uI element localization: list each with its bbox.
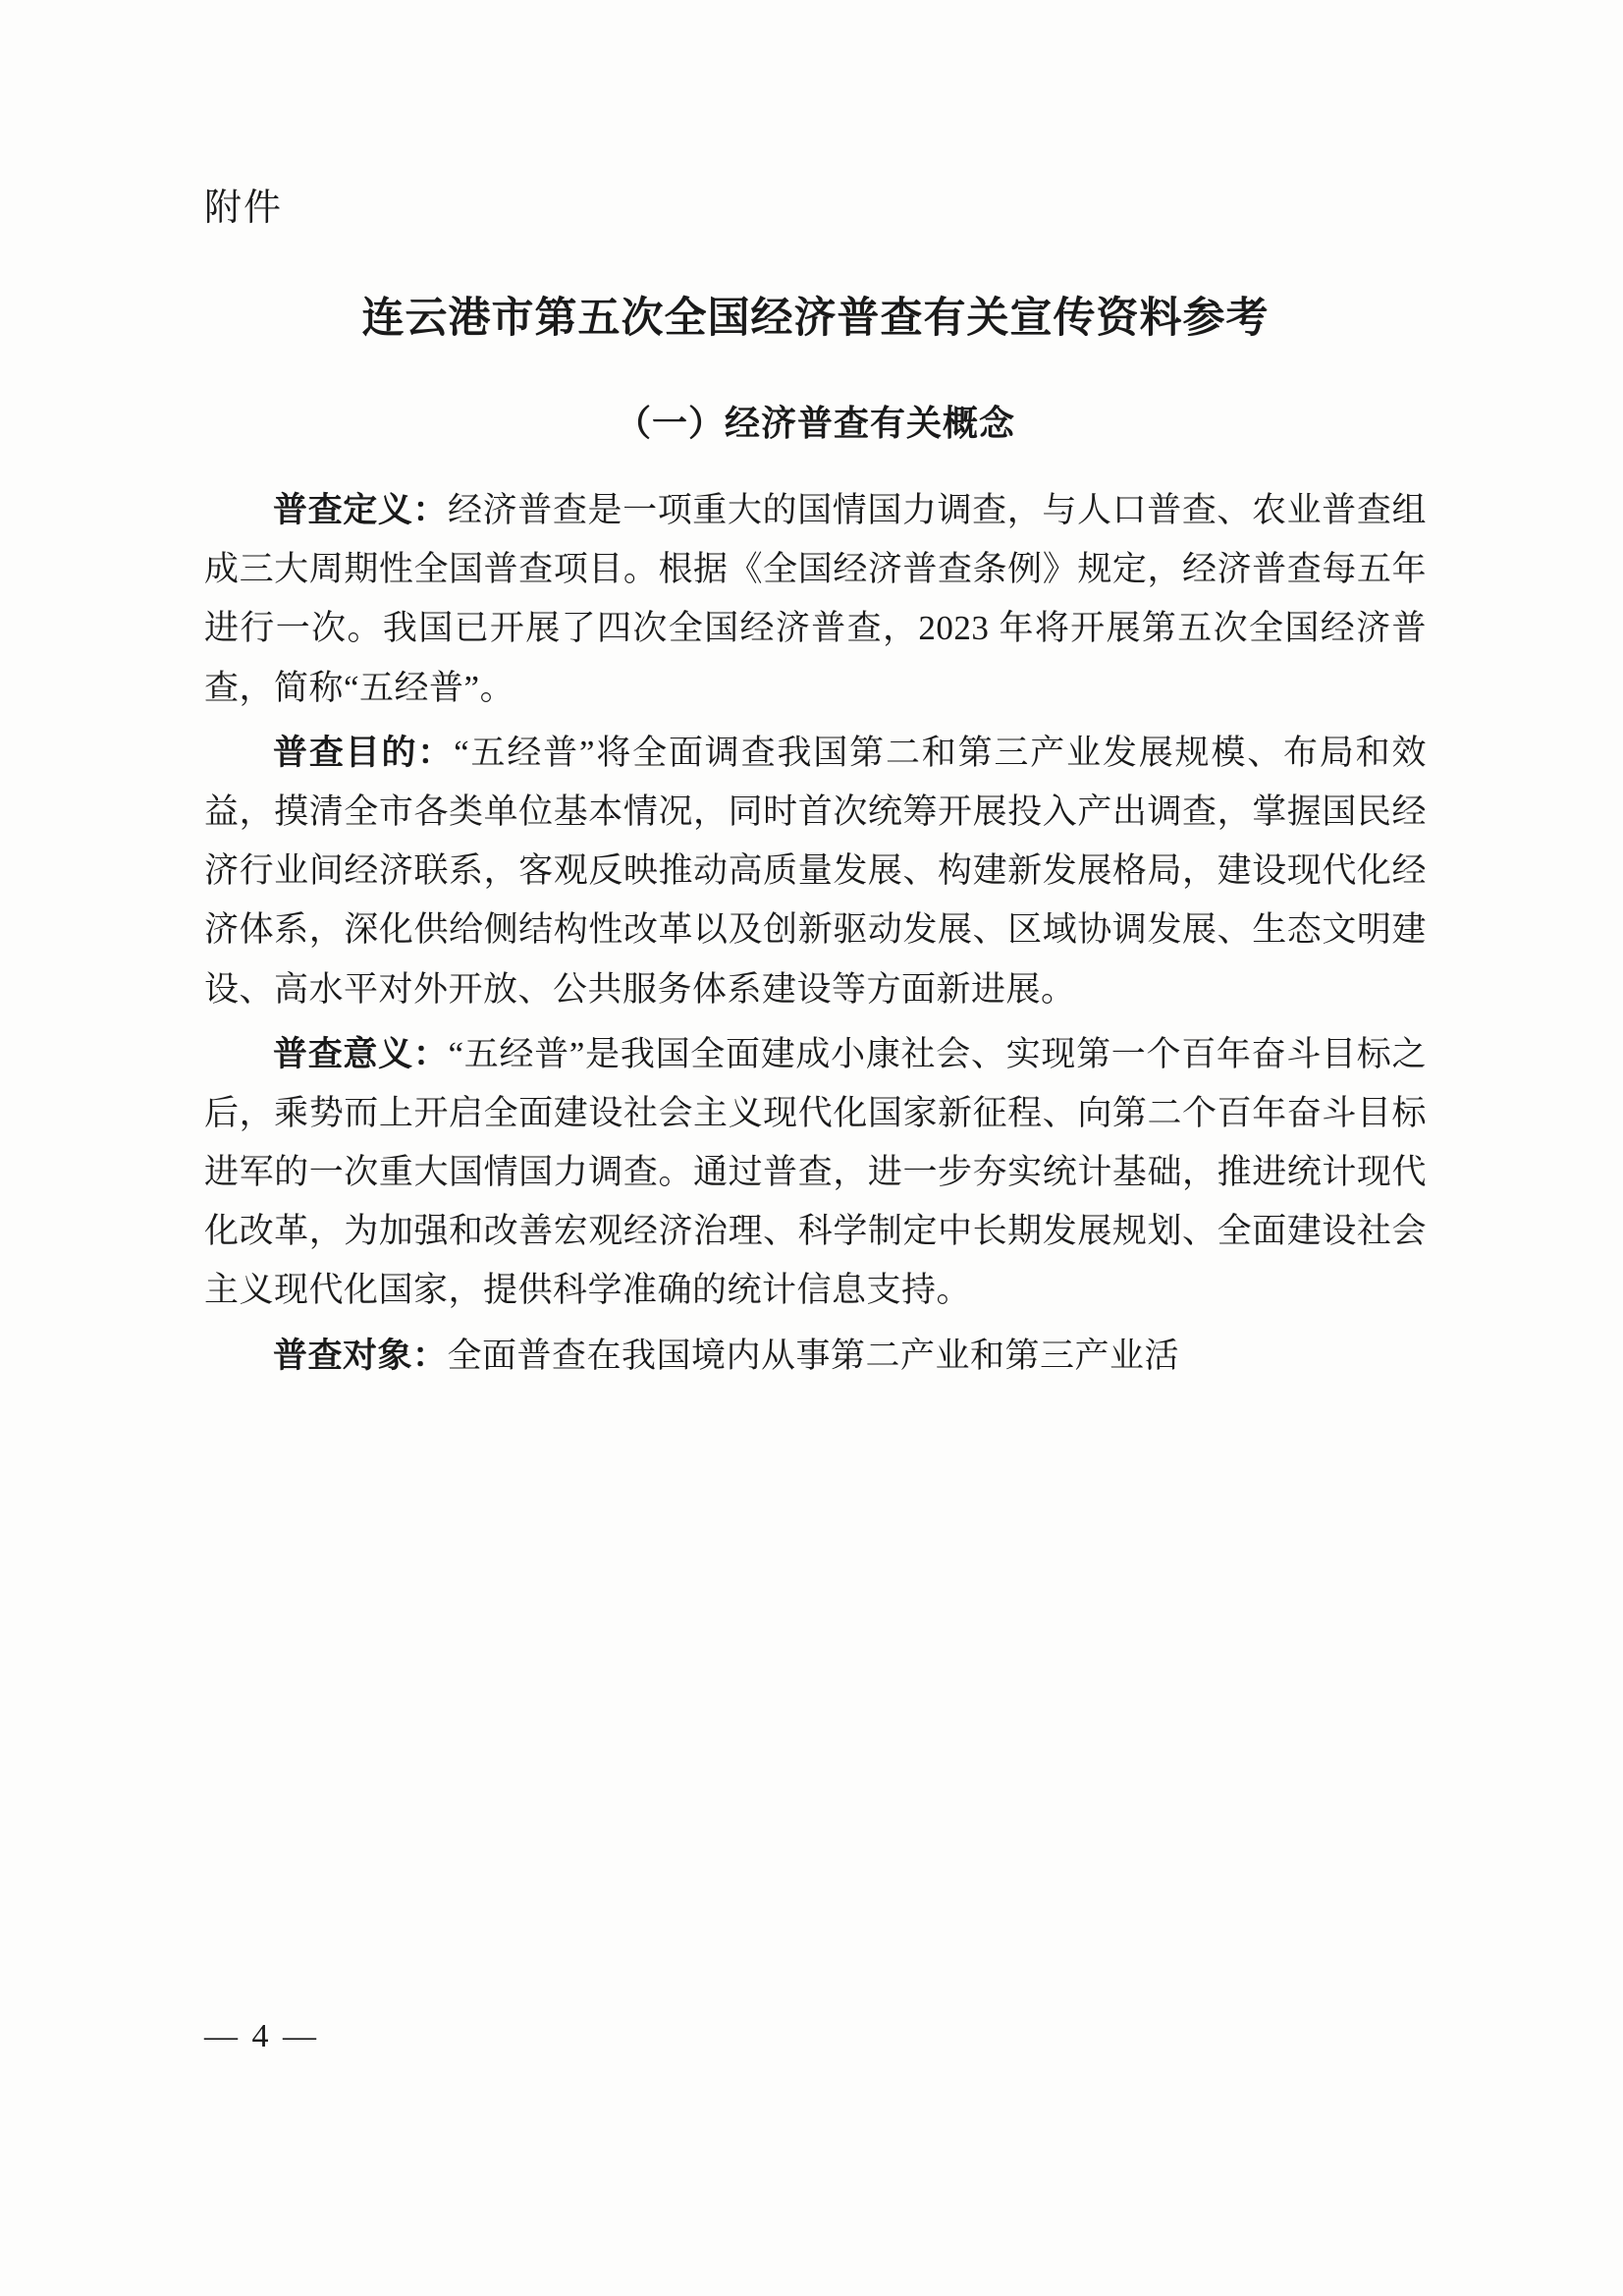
page-number: — 4 —: [204, 2018, 319, 2054]
attachment-label: 附件: [204, 188, 284, 229]
paragraph-lead-subject: 普查对象：: [273, 1336, 448, 1375]
paragraph-purpose: [204, 724, 1427, 1019]
paragraph-text-definition: 经济普查是一项重大的国情国力调查，与人口普查、农业普查组成三大周期性全国普查项目。根据《全国经济普查条例》规定，经济普查每五年进行一次。我国已开展了四次全国经济普查，2023 年将开展第五次全国经济普查，简称“五经普”。: [204, 491, 1427, 707]
paragraph-lead-definition: 普查定义：: [273, 491, 449, 530]
paragraph-significance: [204, 1025, 1427, 1321]
document-body: [204, 187, 1427, 1392]
paragraph-text-purpose: “五经普”将全面调查我国第二和第三产业发展规模、布局和效益，摸清全市各类单位基本情况，同时首次统筹开展投入产出调查，掌握国民经济行业间经济联系，客观反映推动高质量发展、构建新发展格局，建设现代化经济体系，深化供给侧结构性改革以及创新驱动发展、区域协调发展、生态文明建设、高水平对外开放、公共服务体系建设等方面新进展。: [204, 733, 1427, 1009]
paragraph-lead-significance: 普查意义：: [273, 1034, 449, 1073]
paragraph-subject: [204, 1327, 1427, 1386]
paragraph-definition: [204, 481, 1427, 718]
page-title: 连云港市第五次全国经济普查有关宣传资料参考: [361, 295, 1270, 342]
section-heading: （一）经济普查有关概念: [615, 403, 1015, 443]
paragraph-text-significance: “五经普”是我国全面建成小康社会、实现第一个百年奋斗目标之后，乘势而上开启全面建设社会主义现代化国家新征程、向第二个百年奋斗目标进军的一次重大国情国力调查。通过普查，进一步夯实统计基础，推进统计现代化改革，为加强和改善宏观经济治理、科学制定中长期发展规划、全面建设社会主义现代化国家，提供科学准确的统计信息支持。: [204, 1034, 1427, 1310]
paragraph-text-subject: 全面普查在我国境内从事第二产业和第三产业活: [447, 1336, 1180, 1375]
paragraph-lead-purpose: 普查目的：: [273, 733, 455, 772]
